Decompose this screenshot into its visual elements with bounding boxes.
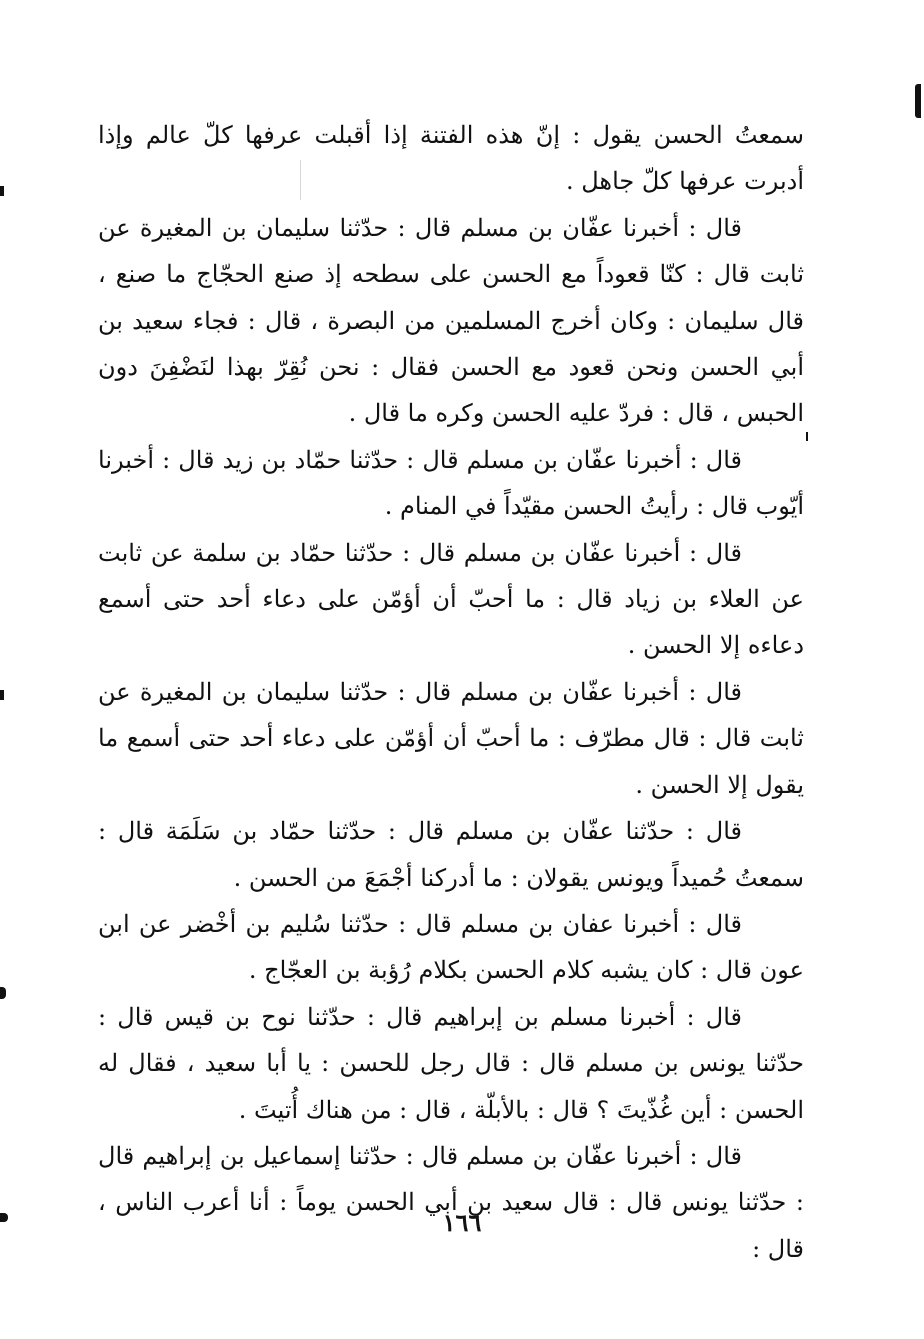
paragraph: قال : أخبرنا عفّان بن مسلم قال : حدّثنا حمّاد بن زيد قال : أخبرنا أيّوب قال : رأيتُ الحسن مقيّداً في المنام . — [98, 445, 804, 521]
paragraph: قال : أخبرنا عفان بن مسلم قال : حدّثنا سُليم بن أخْضر عن ابن عون قال : كان يشبه كلام الحسن بكلام رُؤبة بن العجّاج . — [98, 909, 804, 985]
paragraph: قال : أخبرنا عفّان بن مسلم قال : حدّثنا سليمان بن المغيرة عن ثابت قال : كنّا قعوداً مع الحسن على سطحه إذ صنع الحجّاج ما صنع ، قال سليمان : وكان أخرج المسلمين من البصرة ، قال : فجاء سعيد بن أبي الحسن ونحن قعود مع الحسن فقال : نحن نُقِرّ بهذا لنَضْفِنَ دون الحبس ، قال : فردّ عليه الحسن وكره ما قال . — [98, 213, 804, 428]
scan-edge-mark — [0, 690, 4, 700]
paragraph: قال : حدّثنا عفّان بن مسلم قال : حدّثنا حمّاد بن سَلَمَة قال : سمعتُ حُميداً ويونس يقولان : ما أدركنا أجْمَعَ من الحسن . — [98, 817, 804, 892]
scan-edge-mark — [915, 84, 921, 118]
paragraph: قال : أخبرنا عفّان بن مسلم قال : حدّثنا سليمان بن المغيرة عن ثابت قال : قال مطرّف : ما أحبّ أن أؤمّن على دعاء أحد حتى أسمع ما يقول إلا الحسن . — [98, 677, 804, 799]
body-text — [98, 112, 804, 1272]
paragraph: قال : أخبرنا عفّان بن مسلم قال : حدّثنا إسماعيل بن إبراهيم قال : حدّثنا يونس قال : قال سعيد بن أبي الحسن يوماً : أنا أعرب الناس ، قال : — [98, 1141, 804, 1263]
scan-speck — [806, 432, 808, 441]
page-number: ١٦٦ — [442, 1208, 482, 1237]
scan-edge-mark — [0, 186, 4, 196]
paragraph: سمعتُ الحسن يقول : إنّ هذه الفتنة إذا أقبلت عرفها كلّ عالم وإذا أدبرت عرفها كلّ جاهل . — [98, 121, 804, 196]
paragraph: قال : أخبرنا عفّان بن مسلم قال : حدّثنا حمّاد بن سلمة عن ثابت عن العلاء بن زياد قال : ما أحبّ أن أؤمّن على دعاء أحد حتى أسمع دعاءه إلا الحسن . — [98, 538, 804, 660]
paragraph: قال : أخبرنا مسلم بن إبراهيم قال : حدّثنا نوح بن قيس قال : حدّثنا يونس بن مسلم قال : قال رجل للحسن : يا أبا سعيد ، فقال له الحسن : أين غُذّيتَ ؟ قال : بالأبلّة ، قال : من هناك أُتيتَ . — [98, 1002, 804, 1124]
scan-edge-mark — [0, 987, 6, 999]
